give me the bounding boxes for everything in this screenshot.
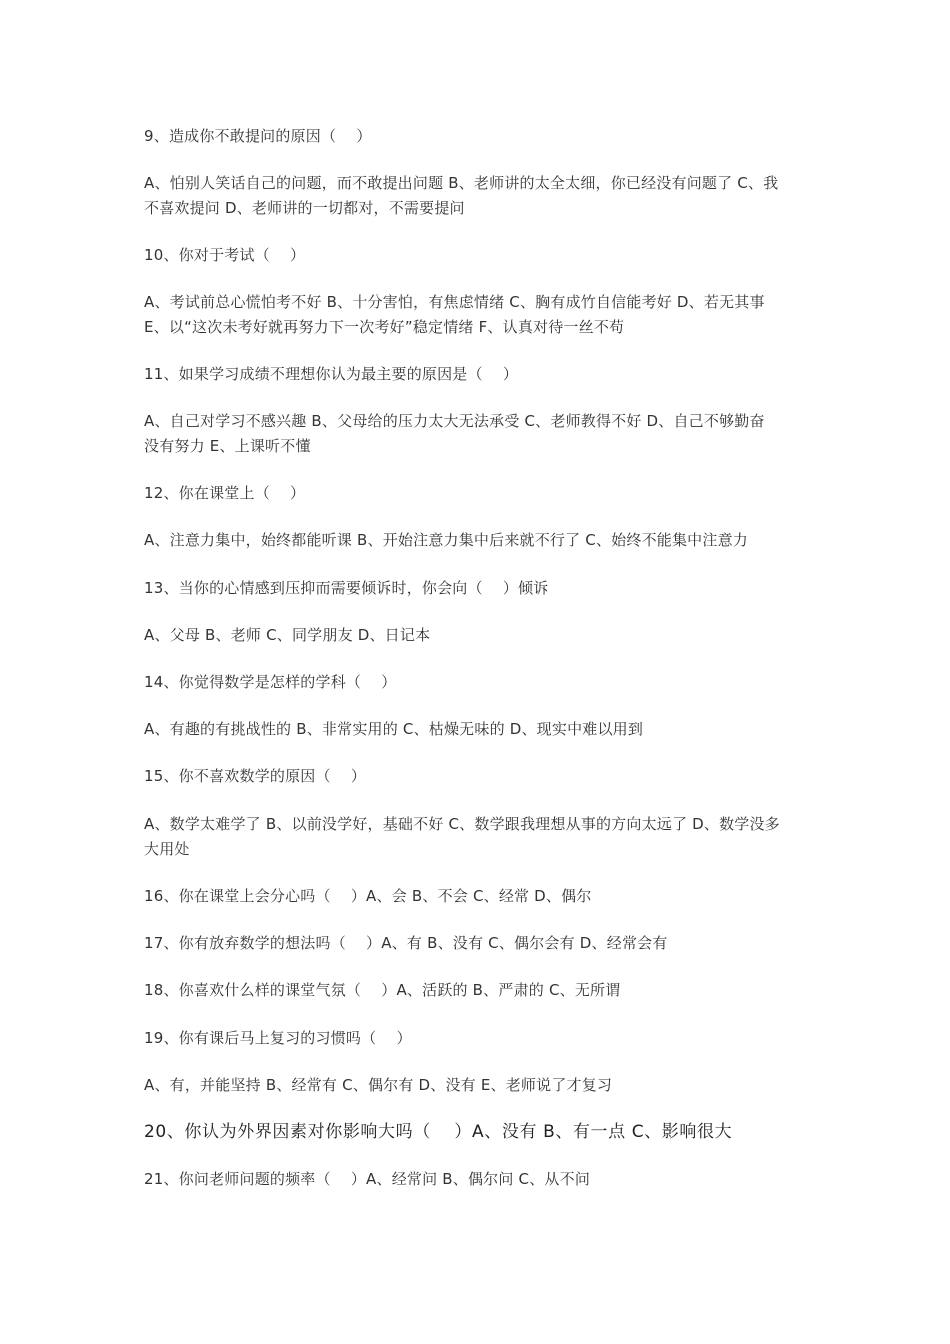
question-14: 14、你觉得数学是怎样的学科（ ）: [144, 673, 397, 691]
question-17: 17、你有放弃数学的想法吗（ ）A、有 B、没有 C、偶尔会有 D、经常会有: [144, 934, 668, 952]
question-11-options-line-2: 没有努力 E、上课听不懂: [144, 437, 311, 455]
question-9-options-line-2: 不喜欢提问 D、老师讲的一切都对，不需要提问: [144, 199, 465, 217]
question-13-options: A、父母 B、老师 C、同学朋友 D、日记本: [144, 626, 431, 644]
question-11: 11、如果学习成绩不理想你认为最主要的原因是（ ）: [144, 365, 519, 383]
question-16: 16、你在课堂上会分心吗（ ）A、会 B、不会 C、经常 D、偶尔: [144, 887, 592, 905]
question-15-options-line-1: A、数学太难学了 B、以前没学好，基础不好 C、数学跟我理想从事的方向太远了 D、数学没多: [144, 815, 780, 833]
question-13: 13、当你的心情感到压抑而需要倾诉时，你会向（ ）倾诉: [144, 579, 549, 597]
question-20: 20、你认为外界因素对你影响大吗（ ）A、没有 B、有一点 C、影响很大: [144, 1122, 733, 1142]
question-15: 15、你不喜欢数学的原因（ ）: [144, 767, 367, 785]
question-10-options-line-1: A、考试前总心慌怕考不好 B、十分害怕，有焦虑情绪 C、胸有成竹自信能考好 D、若无其事: [144, 293, 765, 311]
question-18: 18、你喜欢什么样的课堂气氛（ ）A、活跃的 B、严肃的 C、无所谓: [144, 981, 621, 999]
question-14-options: A、有趣的有挑战性的 B、非常实用的 C、枯燥无味的 D、现实中难以用到: [144, 720, 644, 738]
question-11-options-line-1: A、自己对学习不感兴趣 B、父母给的压力太大无法承受 C、老师教得不好 D、自己不够勤奋: [144, 412, 765, 430]
question-19-options: A、有，并能坚持 B、经常有 C、偶尔有 D、没有 E、老师说了才复习: [144, 1076, 613, 1094]
question-10-options-line-2: E、以“这次未考好就再努力下一次考好”稳定情绪 F、认真对待一丝不苟: [144, 318, 625, 336]
question-9-options-line-1: A、怕别人笑话自己的问题，而不敢提出问题 B、老师讲的太全太细，你已经没有问题了 C、我: [144, 174, 779, 192]
question-19: 19、你有课后马上复习的习惯吗（ ）: [144, 1029, 412, 1047]
question-21: 21、你问老师问题的频率（ ）A、经常问 B、偶尔问 C、从不问: [144, 1170, 591, 1188]
question-12-options: A、注意力集中，始终都能听课 B、开始注意力集中后来就不行了 C、始终不能集中注意力: [144, 531, 748, 549]
question-12: 12、你在课堂上（ ）: [144, 484, 306, 502]
question-9: 9、造成你不敢提问的原因（ ）: [144, 127, 372, 145]
question-15-options-line-2: 大用处: [144, 840, 190, 858]
question-10: 10、你对于考试（ ）: [144, 246, 306, 264]
